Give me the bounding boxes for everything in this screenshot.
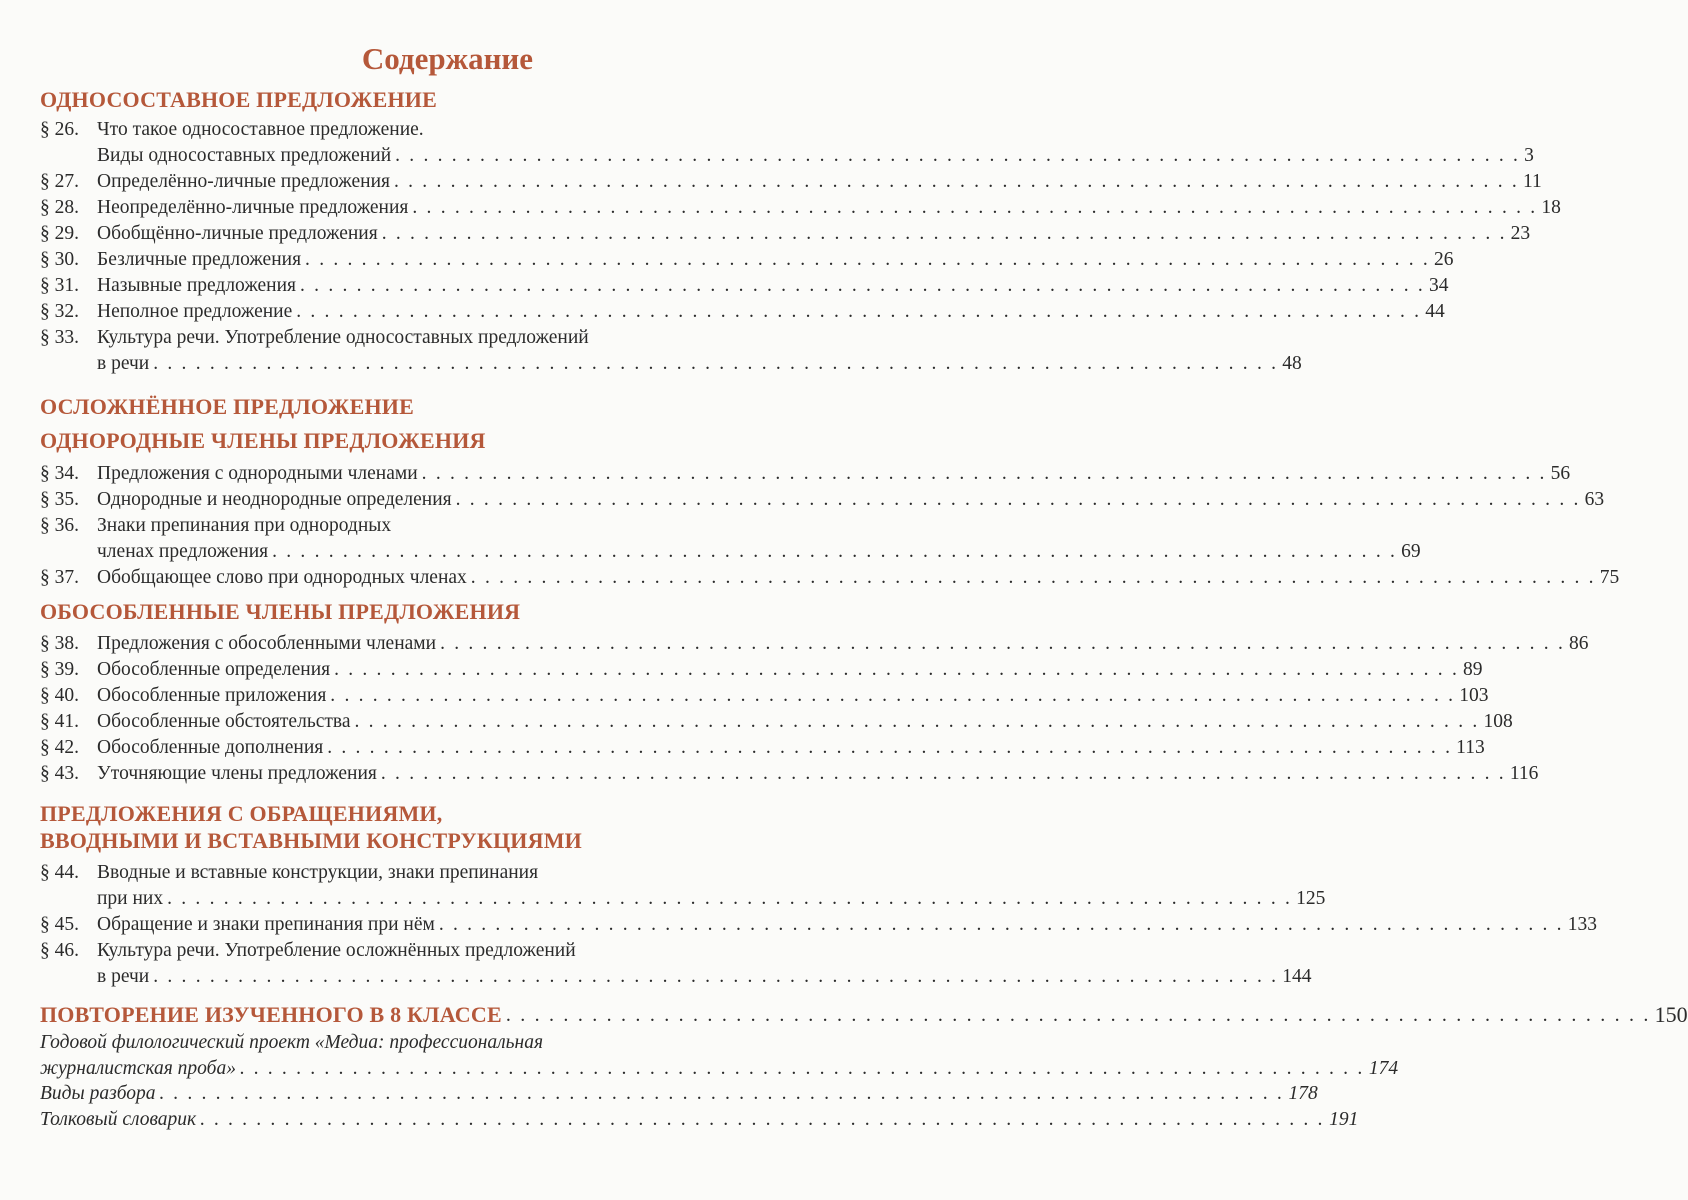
page-number: 108 (1483, 711, 1513, 732)
toc-entry[interactable] (40, 117, 1534, 169)
entry-title: членах предложения (97, 541, 269, 562)
entry-title: Определённо-личные предложения (97, 171, 390, 192)
page-number: 75 (1599, 567, 1620, 588)
toc-line (40, 657, 1483, 683)
toc-section (40, 392, 795, 422)
entry-title: Назывные предложения (97, 275, 297, 296)
section-number: § 45. (40, 914, 79, 935)
toc-line (40, 351, 1302, 377)
dot-leader: . . . . . . . . . . . . . . . . . . . . . . . . . . . . . . . . . . . . . . . . . . . . . . . . . . . . . . . . . . . . . . . . . . . . . . . . . . . . . . . . (153, 966, 1279, 987)
toc-line (40, 735, 1485, 761)
entry-title: Виды разбора (40, 1083, 156, 1104)
toc-line (40, 539, 1421, 565)
review-line[interactable] (40, 1000, 1688, 1030)
page-number: 26 (1433, 249, 1454, 270)
section-number: § 27. (40, 171, 79, 192)
page-number: 48 (1282, 353, 1302, 374)
page-number: 103 (1459, 685, 1489, 706)
entry-list (40, 117, 1561, 377)
toc-line (40, 117, 795, 143)
sections (40, 85, 1620, 990)
dot-leader: . . . . . . . . . . . . . . . . . . . . . . . . . . . . . . . . . . . . . . . . . . . . . . . . . . . . . . . . . . . . . . . . . . . . . . . . . . . . . . . . (455, 489, 1581, 510)
toc-entry[interactable] (40, 273, 1449, 299)
section-number: § 28. (40, 197, 79, 218)
entry-title: Обособленные приложения (97, 685, 327, 706)
entry-title: в речи (97, 966, 150, 987)
entry-title: журналистская проба» (40, 1057, 236, 1079)
entry-list (40, 461, 1620, 591)
dot-leader: . . . . . . . . . . . . . . . . . . . . . . . . . . . . . . . . . . . . . . . . . . . . . . . . . . . . . . . . . . . . . . . . . . . . . . . . . . . . . . . . (354, 711, 1480, 732)
section-heading: ОСЛОЖНЁННОЕ ПРЕДЛОЖЕНИЕ (40, 394, 414, 419)
page-number: 144 (1282, 966, 1312, 987)
section-number: § 46. (40, 940, 79, 961)
dot-leader: . . . . . . . . . . . . . . . . . . . . . . . . . . . . . . . . . . . . . . . . . . . . . . . . . . . . . . . . . . . . . . . . . . . . . . . . . . . . . . . . (153, 353, 1279, 374)
toc-entry[interactable] (40, 631, 1589, 657)
toc-line (40, 912, 1598, 938)
dot-leader: . . . . . . . . . . . . . . . . . . . . . . . . . . . . . . . . . . . . . . . . . . . . . . . . . . . . . . . . . . . . . . . . . . . . . . . . . . . . . . . . (505, 1004, 1651, 1026)
entry-title: Что такое односоставное предложение. (97, 119, 424, 140)
section-number: § 30. (40, 249, 79, 270)
toc-entry[interactable] (40, 487, 1605, 513)
page-title: Содержание (361, 41, 534, 76)
dot-leader: . . . . . . . . . . . . . . . . . . . . . . . . . . . . . . . . . . . . . . . . . . . . . . . . . . . . . . . . . . . . . . . . . . . . . . . . . . . . . . . . (159, 1083, 1285, 1104)
toc-line (40, 1081, 1318, 1107)
section-number: § 43. (40, 763, 79, 784)
dot-leader: . . . . . . . . . . . . . . . . . . . . . . . . . . . . . . . . . . . . . . . . . . . . . . . . . . . . . . . . . . . . . . . . . . . . . . . . . . . . . . . . (412, 197, 1538, 218)
indent (40, 964, 97, 990)
toc-line (40, 461, 1571, 487)
toc-entry[interactable] (40, 461, 1571, 487)
toc-line (40, 169, 1542, 195)
entry-title: Обособленные определения (97, 659, 331, 680)
page-number: 44 (1425, 301, 1445, 322)
page-number: 133 (1567, 914, 1598, 935)
toc-section (40, 800, 1598, 990)
page-number: 23 (1510, 223, 1531, 244)
section-number: § 26. (40, 119, 79, 140)
toc-section (40, 426, 1620, 591)
toc-line (40, 565, 1620, 591)
dot-leader: . . . . . . . . . . . . . . . . . . . . . . . . . . . . . . . . . . . . . . . . . . . . . . . . . . . . . . . . . . . . . . . . . . . . . . . . . . . . . . . . (327, 737, 1453, 758)
entry-title: Обращение и знаки препинания при нём (97, 914, 435, 935)
entry-title: Культура речи. Употребление односоставных предложений (97, 327, 589, 348)
section-number: § 37. (40, 567, 79, 588)
dot-leader: . . . . . . . . . . . . . . . . . . . . . . . . . . . . . . . . . . . . . . . . . . . . . . . . . . . . . . . . . . . . . . . . . . . . . . . . . . . . . . . . (440, 633, 1566, 654)
toc-entry[interactable] (40, 221, 1531, 247)
page-number: 113 (1456, 737, 1485, 758)
toc-entry[interactable] (40, 1081, 1318, 1107)
entry-title: в речи (97, 353, 150, 374)
entry-title: Годовой филологический проект «Медиа: профессиональная (40, 1032, 544, 1053)
toc-line (40, 886, 1326, 912)
review-heading: ПОВТОРЕНИЕ ИЗУЧЕННОГО В 8 КЛАССЕ (40, 1002, 502, 1027)
toc-line (40, 1056, 1399, 1082)
section-heading: ОДНОРОДНЫЕ ЧЛЕНЫ ПРЕДЛОЖЕНИЯ (40, 428, 486, 453)
toc-entry[interactable] (40, 565, 1620, 591)
section-number: § 40. (40, 685, 79, 706)
entry-title: Обобщённо-личные предложения (97, 223, 378, 244)
section-heading: ВВОДНЫМИ И ВСТАВНЫМИ КОНСТРУКЦИЯМИ (40, 828, 582, 853)
toc-line (40, 221, 1531, 247)
dot-leader: . . . . . . . . . . . . . . . . . . . . . . . . . . . . . . . . . . . . . . . . . . . . . . . . . . . . . . . . . . . . . . . . . . . . . . . . . . . . . . . . (380, 763, 1506, 784)
page-number: 69 (1401, 541, 1421, 562)
section-number: § 33. (40, 327, 79, 348)
toc-line (40, 761, 1539, 787)
entry-list (40, 860, 1598, 990)
section-number: § 36. (40, 515, 79, 536)
section-number: § 31. (40, 275, 79, 296)
toc-entry[interactable] (40, 169, 1542, 195)
toc-line (40, 247, 1454, 273)
toc-line (40, 938, 795, 964)
page-number: 34 (1428, 275, 1449, 296)
toc-entry[interactable] (40, 912, 1598, 938)
dot-leader: . . . . . . . . . . . . . . . . . . . . . . . . . . . . . . . . . . . . . . . . . . . . . . . . . . . . . . . . . . . . . . . . . . . . . . . . . . . . . . . . (421, 463, 1547, 484)
toc-entry[interactable] (40, 657, 1483, 683)
toc-entry[interactable] (40, 195, 1561, 221)
page-number: 125 (1296, 888, 1326, 909)
toc-entry[interactable] (40, 709, 1513, 735)
toc-entry[interactable] (40, 683, 1489, 709)
entry-title: Безличные предложения (97, 249, 302, 270)
page-number: 150 (1654, 1002, 1688, 1027)
entry-title: Культура речи. Употребление осложнённых предложений (97, 940, 576, 961)
section-heading: ОБОСОБЛЕННЫЕ ЧЛЕНЫ ПРЕДЛОЖЕНИЯ (40, 599, 521, 624)
toc-entry[interactable] (40, 247, 1454, 273)
entry-title: Знаки препинания при однородных (97, 515, 392, 536)
toc-entry[interactable] (40, 860, 1326, 912)
indent (40, 886, 97, 912)
toc-line (40, 299, 1445, 325)
indent (40, 539, 97, 565)
dot-leader: . . . . . . . . . . . . . . . . . . . . . . . . . . . . . . . . . . . . . . . . . . . . . . . . . . . . . . . . . . . . . . . . . . . . . . . . . . . . . . . . (438, 914, 1564, 935)
toc-line (40, 964, 1312, 990)
entry-title: Обособленные дополнения (97, 737, 324, 758)
entry-title: Обособленные обстоятельства (97, 711, 351, 732)
page-number: 56 (1550, 463, 1571, 484)
indent (40, 143, 97, 169)
section-number: § 34. (40, 463, 79, 484)
section-heading: ОДНОСОСТАВНОЕ ПРЕДЛОЖЕНИЕ (40, 87, 437, 112)
entry-list (40, 631, 1589, 787)
toc-line (40, 1030, 795, 1056)
dot-leader: . . . . . . . . . . . . . . . . . . . . . . . . . . . . . . . . . . . . . . . . . . . . . . . . . . . . . . . . . . . . . . . . . . . . . . . . . . . . . . . . (200, 1108, 1326, 1130)
review-section (40, 1000, 1688, 1030)
entry-title: Толковый словарик (40, 1108, 197, 1130)
section-number: § 44. (40, 862, 79, 883)
toc-line (40, 1107, 1359, 1133)
page-number: 174 (1368, 1057, 1399, 1079)
page-number: 178 (1288, 1083, 1318, 1104)
entry-title: Вводные и вставные конструкции, знаки препинания (97, 862, 539, 883)
entry-title: Однородные и неоднородные определения (97, 489, 452, 510)
toc-line (40, 143, 1534, 169)
toc-line (40, 860, 795, 886)
page-number: 116 (1509, 763, 1539, 784)
entry-title: Предложения с обособленными членами (97, 633, 437, 654)
dot-leader: . . . . . . . . . . . . . . . . . . . . . . . . . . . . . . . . . . . . . . . . . . . . . . . . . . . . . . . . . . . . . . . . . . . . . . . . . . . . . . . . (395, 145, 1521, 166)
page-number: 191 (1329, 1108, 1359, 1130)
section-number: § 39. (40, 659, 79, 680)
dot-leader: . . . . . . . . . . . . . . . . . . . . . . . . . . . . . . . . . . . . . . . . . . . . . . . . . . . . . . . . . . . . . . . . . . . . . . . . . . . . . . . . (305, 249, 1430, 270)
toc-entry[interactable] (40, 1030, 1399, 1081)
entry-title: Предложения с однородными членами (97, 463, 418, 484)
section-number: § 38. (40, 633, 79, 654)
toc-line (40, 631, 1589, 657)
section-number: § 35. (40, 489, 79, 510)
dot-leader: . . . . . . . . . . . . . . . . . . . . . . . . . . . . . . . . . . . . . . . . . . . . . . . . . . . . . . . . . . . . . . . . . . . . . . . . . . . . . . . . (394, 171, 1519, 192)
dot-leader: . . . . . . . . . . . . . . . . . . . . . . . . . . . . . . . . . . . . . . . . . . . . . . . . . . . . . . . . . . . . . . . . . . . . . . . . . . . . . . . . (300, 275, 1425, 296)
entry-title: Неполное предложение (97, 301, 293, 322)
toc-line (40, 487, 1605, 513)
dot-leader: . . . . . . . . . . . . . . . . . . . . . . . . . . . . . . . . . . . . . . . . . . . . . . . . . . . . . . . . . . . . . . . . . . . . . . . . . . . . . . . . (330, 685, 1456, 706)
page-number: 3 (1524, 145, 1534, 166)
dot-leader: . . . . . . . . . . . . . . . . . . . . . . . . . . . . . . . . . . . . . . . . . . . . . . . . . . . . . . . . . . . . . . . . . . . . . . . . . . . . . . . . (334, 659, 1460, 680)
entry-title: при них (97, 888, 164, 909)
entry-title: Неопределённо-личные предложения (97, 197, 409, 218)
toc-line (40, 709, 1513, 735)
section-number: § 32. (40, 301, 79, 322)
toc-section (40, 597, 1589, 787)
dot-leader: . . . . . . . . . . . . . . . . . . . . . . . . . . . . . . . . . . . . . . . . . . . . . . . . . . . . . . . . . . . . . . . . . . . . . . . . . . . . . . . . (470, 567, 1596, 588)
toc-entry[interactable] (40, 513, 1421, 565)
toc-entry[interactable] (40, 325, 1302, 377)
page-number: 11 (1522, 171, 1542, 192)
section-heading: ПРЕДЛОЖЕНИЯ С ОБРАЩЕНИЯМИ, (40, 801, 443, 826)
section-number: § 29. (40, 223, 79, 244)
entry-title: Обобщающее слово при однородных членах (97, 567, 467, 588)
page-number: 18 (1541, 197, 1561, 218)
toc-line (40, 683, 1489, 709)
section-number: § 41. (40, 711, 79, 732)
toc-entry[interactable] (40, 1107, 1359, 1133)
dot-leader: . . . . . . . . . . . . . . . . . . . . . . . . . . . . . . . . . . . . . . . . . . . . . . . . . . . . . . . . . . . . . . . . . . . . . . . . . . . . . . . . (381, 223, 1507, 244)
toc-section (40, 85, 1561, 377)
entry-title: Виды односоставных предложений (97, 145, 392, 166)
page-number: 63 (1584, 489, 1605, 510)
section-number: § 42. (40, 737, 79, 758)
dot-leader: . . . . . . . . . . . . . . . . . . . . . . . . . . . . . . . . . . . . . . . . . . . . . . . . . . . . . . . . . . . . . . . . . . . . . . . . . . . . . . . . (167, 888, 1293, 909)
toc-entry[interactable] (40, 938, 1312, 990)
toc-line (40, 195, 1561, 221)
toc-line (40, 273, 1449, 299)
toc-entry[interactable] (40, 735, 1485, 761)
appendix-list (40, 1030, 1399, 1132)
dot-leader: . . . . . . . . . . . . . . . . . . . . . . . . . . . . . . . . . . . . . . . . . . . . . . . . . . . . . . . . . . . . . . . . . . . . . . . . . . . . . . . . (272, 541, 1398, 562)
toc-entry[interactable] (40, 299, 1445, 325)
toc-line (40, 325, 795, 351)
dot-leader: . . . . . . . . . . . . . . . . . . . . . . . . . . . . . . . . . . . . . . . . . . . . . . . . . . . . . . . . . . . . . . . . . . . . . . . . . . . . . . . . (239, 1057, 1365, 1079)
toc-entry[interactable] (40, 761, 1539, 787)
indent (40, 351, 97, 377)
page-number: 89 (1463, 659, 1483, 680)
entry-title: Уточняющие члены предложения (97, 763, 377, 784)
toc-line (40, 513, 795, 539)
dot-leader: . . . . . . . . . . . . . . . . . . . . . . . . . . . . . . . . . . . . . . . . . . . . . . . . . . . . . . . . . . . . . . . . . . . . . . . . . . . . . . . . (296, 301, 1422, 322)
page-number: 86 (1569, 633, 1589, 654)
